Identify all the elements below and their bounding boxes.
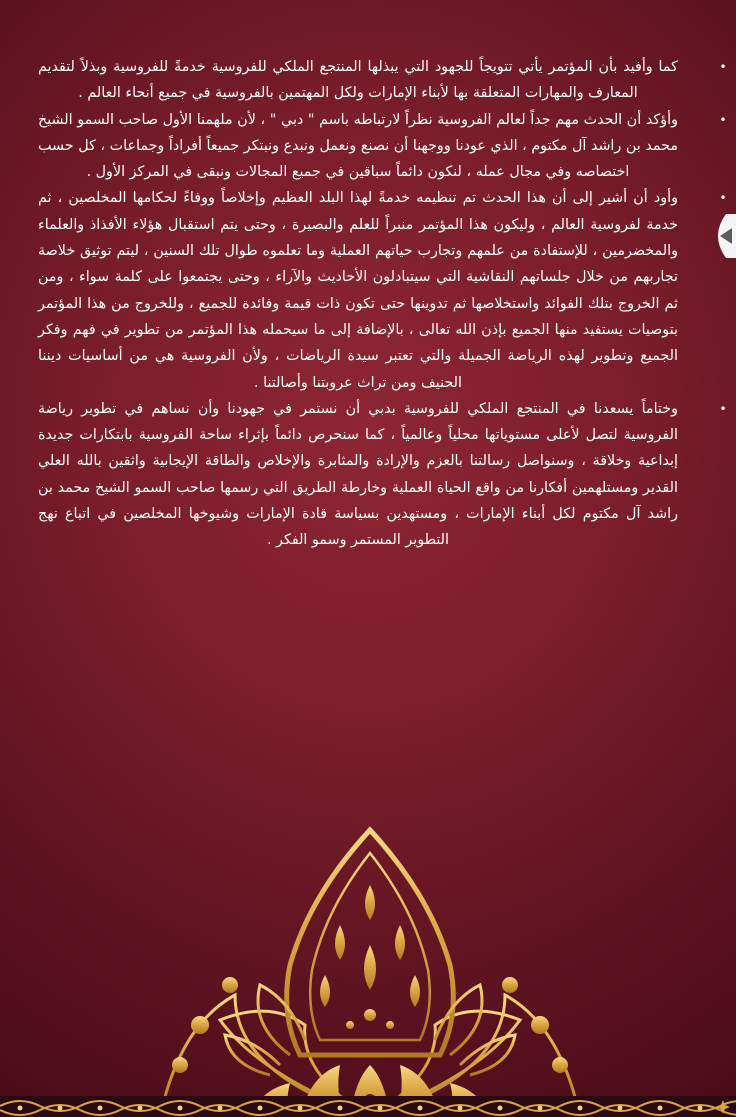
paragraph-4 (38, 396, 727, 554)
bullet-icon: • (719, 191, 727, 206)
bullet-icon: • (719, 401, 727, 416)
bullet-icon: • (719, 112, 727, 127)
paragraph-text: كما وأفيد بأن المؤتمر يأتي تتويجاً للجهود التي يبذلها المنتجع الملكي للفروسية خدمةً للفروسية وبذلاً لتقديم المعارف والمهارات المتعلقة بها لأبناء الإمارات ولكل المهتمين بالفروسية في جميع أنحاء العالم . (38, 59, 678, 102)
bullet-icon: • (719, 60, 727, 74)
paragraph-text: وأؤكد أن الحدث مهم جداً لعالم الفروسية نظراً لارتباطه باسم " دبي " ، لأن ملهمنا الأول صاحب السمو الشيخ محمد بن راشد آل مكتوم ، الذي عودنا ووجهنا أن نصنع ونعمل ونبدع ونبتكر جميعاً أفراداً وجماعات ، كل حسب اختصاصه وفي مجال عمله ، لنكون دائماً سباقين في جميع المجالات ونبقى في المركز الأول . (38, 111, 678, 181)
paragraph-2 (38, 107, 727, 186)
page-tab-arrow-icon[interactable] (706, 214, 736, 258)
paragraph-text: وأود أن أشير إلى أن هذا الحدث تم تنظيمه خدمةً لهذا البلد العظيم وإخلاصاً ووفاءً لحكامها المخلصين ، ثم خدمة لفروسية العالم ، وليكون هذا المؤتمر منبراً للعلم والبصيرة ، وحتى يتم استقبال هؤلاء الأفذاذ والعلماء والمخضرمين ، للإستفادة من علمهم وتجارب حياتهم العملية وما تعلموه طوال تلك السنين ، ليتم توثيق خلاصة تجاربهم من خلال جلساتهم النقاشية التي سيتبادلون الأحاديث والآراء ، وحتى يجتمعوا على كلمة سواء ، ومن ثم الخروج بتلك الفوائد واستخلاصها ثم تدوينها حتى تكون ذات قيمة وفائدة للجميع ، وللخروج من هذا المؤتمر بتوصيات يستفيد منها الجميع بإذن الله تعالى ، بالإضافة إلى ما سيحمله هذا المؤتمر من تطوير في فهم وفكر الجميع وتطوير لهذه الرياضة الجميلة والتي تعتبر سيدة الرياضات ، ولأن الفروسية هي من أساسيات ديننا الحنيف ومن تراث عروبتنا وأصالتنا . (38, 190, 678, 391)
document-body (38, 54, 727, 554)
gold-mandala-ornament (140, 825, 600, 1117)
paragraph-1 (38, 54, 727, 107)
paragraph-3 (38, 185, 727, 395)
bottom-ornament-border (0, 1096, 736, 1117)
paragraph-text: وختاماً يسعدنا في المنتجع الملكي للفروسية بدبي أن نستمر في جهودنا وأن نساهم في تطوير رياضة الفروسية لتصل لأعلى مستوياتها محلياً وعالمياً ، كما سنحرص دائماً بإثراء ساحة الفروسية بابتكارات جديدة إبداعية وخلاقة ، وسنواصل رسالتنا بالعزم والإرادة والمثابرة والإخلاص والطاقة الإيجابية واثقين بالله العلي القدير ومستلهمين أفكارنا من واقع الحياة العملية وخارطة الطريق التي رسمها صاحب السمو الشيخ محمد بن راشد آل مكتوم لكل أبناء الإمارات ، ومستهدين بسياسة قادة الإمارات وشيوخها المخلصين في اتباع نهج التطوير المستمر وسمو الفكر . (38, 400, 678, 549)
corner-ornament-icon (716, 1100, 730, 1114)
